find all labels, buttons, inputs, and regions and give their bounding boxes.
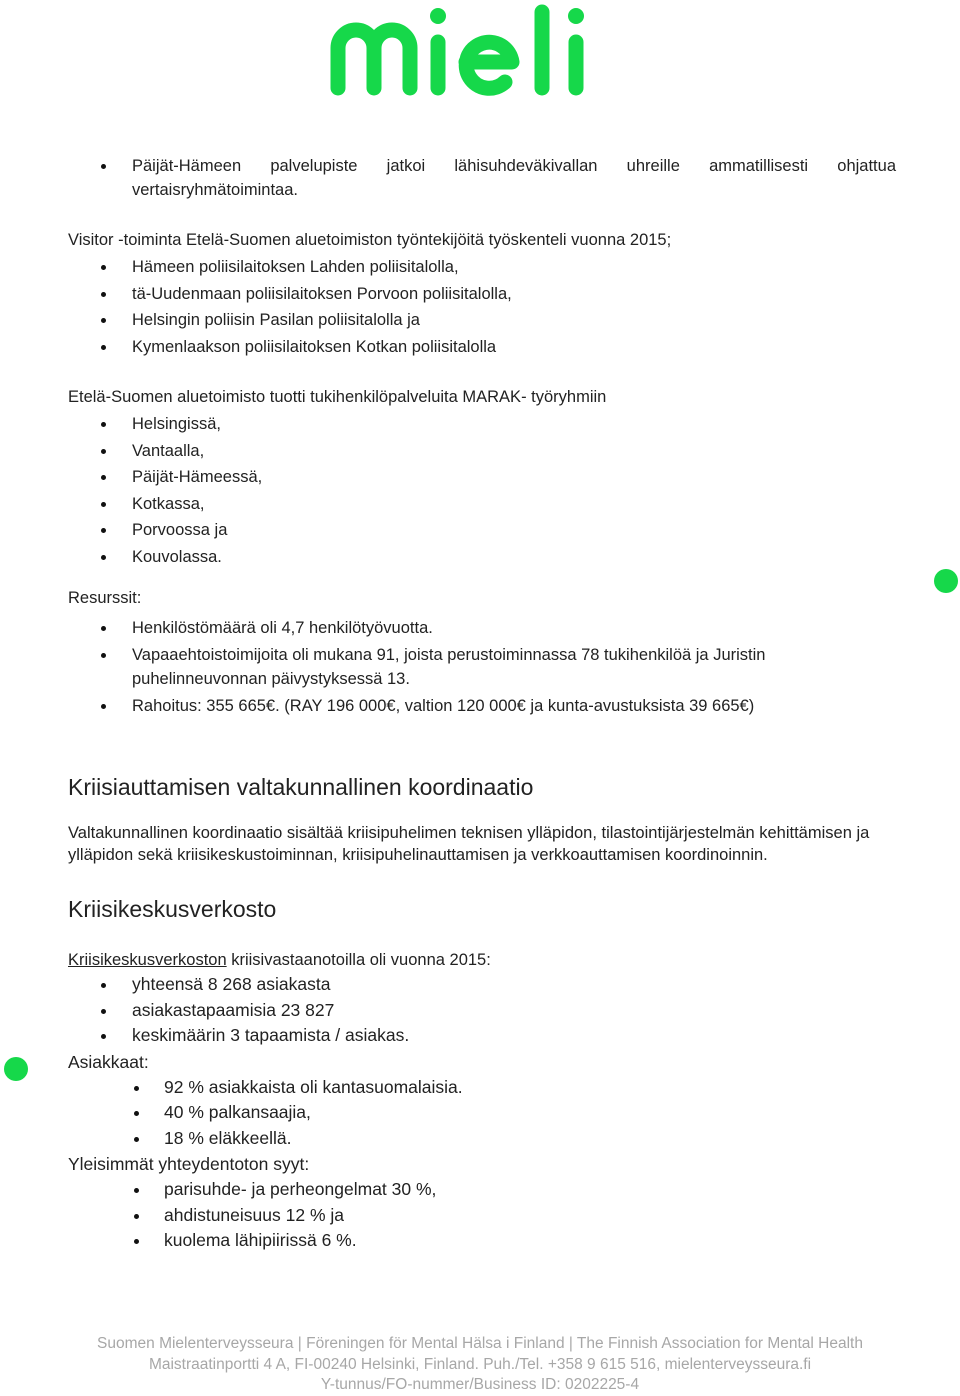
list-item: Kymenlaakson poliisilaitoksen Kotkan poliisitalolla: [68, 334, 896, 361]
footer-line-business-id: Y-tunnus/FO-nummer/Business ID: 0202225-4: [320, 1376, 640, 1393]
decorative-green-dot: [4, 1057, 28, 1081]
footer-line-address: Maistraatinportti 4 A, FI-00240 Helsinki, Finland. Puh./Tel. +358 9 615 516, mielenterveysseura.fi: [148, 1355, 812, 1373]
coordination-text: Valtakunnallinen koordinaatio sisältää kriisipuhelimen teknisen ylläpidon, tilastointijärjestelmän kehittämisen ja ylläpidon sekä kriisikeskustoiminnan, kriisipuhelinauttamisen ja verkkoauttamisen koordinoinnin.: [68, 824, 870, 864]
footer-line-organization: Suomen Mielenterveysseura | Föreningen för Mental Hälsa i Finland | The Finnish Association for Mental Health: [97, 1335, 863, 1352]
list-item: 18 % eläkkeellä.: [68, 1126, 896, 1152]
page-footer: [0, 1334, 960, 1396]
list-item: 92 % asiakkaista oli kantasuomalaisia.: [68, 1075, 896, 1101]
reasons-list: [68, 1177, 896, 1254]
list-item: Kouvolassa.: [68, 544, 896, 571]
bullet-list: [68, 154, 896, 202]
list-item: Hämeen poliisilaitoksen Lahden poliisitalolla,: [68, 254, 896, 281]
list-item: parisuhde- ja perheongelmat 30 %,: [68, 1177, 896, 1203]
list-item: yhteensä 8 268 asiakasta: [68, 972, 896, 998]
marak-list: [68, 411, 896, 570]
list-item: Päijät-Hämeessä,: [68, 464, 896, 491]
list-item: Henkilöstömäärä oli 4,7 henkilötyövuotta.: [68, 616, 896, 640]
list-item: Vapaaehtoistoimijoita oli mukana 91, joista perustoiminnassa 78 tukihenkilöä ja Juristin puhelinneuvonnan päivystyksessä 13.: [68, 643, 896, 691]
network-list: [68, 972, 896, 1049]
list-item: Vantaalla,: [68, 438, 896, 465]
decorative-green-dot: [934, 569, 958, 593]
section-heading-coordination: Kriisiauttamisen valtakunnallinen koordinaatio: [68, 774, 534, 800]
list-item: Päijät-Hämeen palvelupiste jatkoi lähisuhdeväkivallan uhreille ammatillisesti ohjattua vertaisryhmätoimintaa.: [68, 154, 896, 202]
clients-label: Asiakkaat:: [68, 1051, 149, 1072]
visitor-list: [68, 254, 896, 360]
resources-list: [68, 616, 896, 718]
visitor-intro: Visitor -toiminta Etelä-Suomen aluetoimiston työntekijöitä työskenteli vuonna 2015;: [68, 231, 672, 249]
network-link[interactable]: Kriisikeskusverkoston: [68, 951, 227, 969]
list-item: kuolema lähipiirissä 6 %.: [68, 1228, 896, 1254]
resources-label: Resurssit:: [68, 589, 142, 607]
marak-intro: Etelä-Suomen aluetoimisto tuotti tukihenkilöpalveluita MARAK- työryhmiin: [68, 388, 607, 406]
section-heading-network: Kriisikeskusverkosto: [68, 896, 277, 922]
document-body: [68, 154, 896, 1254]
list-item: Helsingin poliisin Pasilan poliisitalolla ja: [68, 307, 896, 334]
mieli-logo: [330, 2, 630, 98]
list-item: keskimäärin 3 tapaamista / asiakas.: [68, 1023, 896, 1049]
list-item: Kotkassa,: [68, 491, 896, 518]
list-item: Porvoossa ja: [68, 517, 896, 544]
list-item: Rahoitus: 355 665€. (RAY 196 000€, valtion 120 000€ ja kunta-avustuksista 39 665€): [68, 694, 896, 718]
list-item: asiakastapaamisia 23 827: [68, 998, 896, 1024]
list-item: Helsingissä,: [68, 411, 896, 438]
list-item: tä-Uudenmaan poliisilaitoksen Porvoon poliisitalolla,: [68, 281, 896, 308]
network-intro: Kriisikeskusverkoston kriisivastaanotoilla oli vuonna 2015:: [68, 951, 491, 969]
reasons-label: Yleisimmät yhteydentoton syyt:: [68, 1154, 310, 1174]
clients-list: [68, 1075, 896, 1152]
list-item: ahdistuneisuus 12 % ja: [68, 1203, 896, 1229]
list-item: 40 % palkansaajia,: [68, 1100, 896, 1126]
